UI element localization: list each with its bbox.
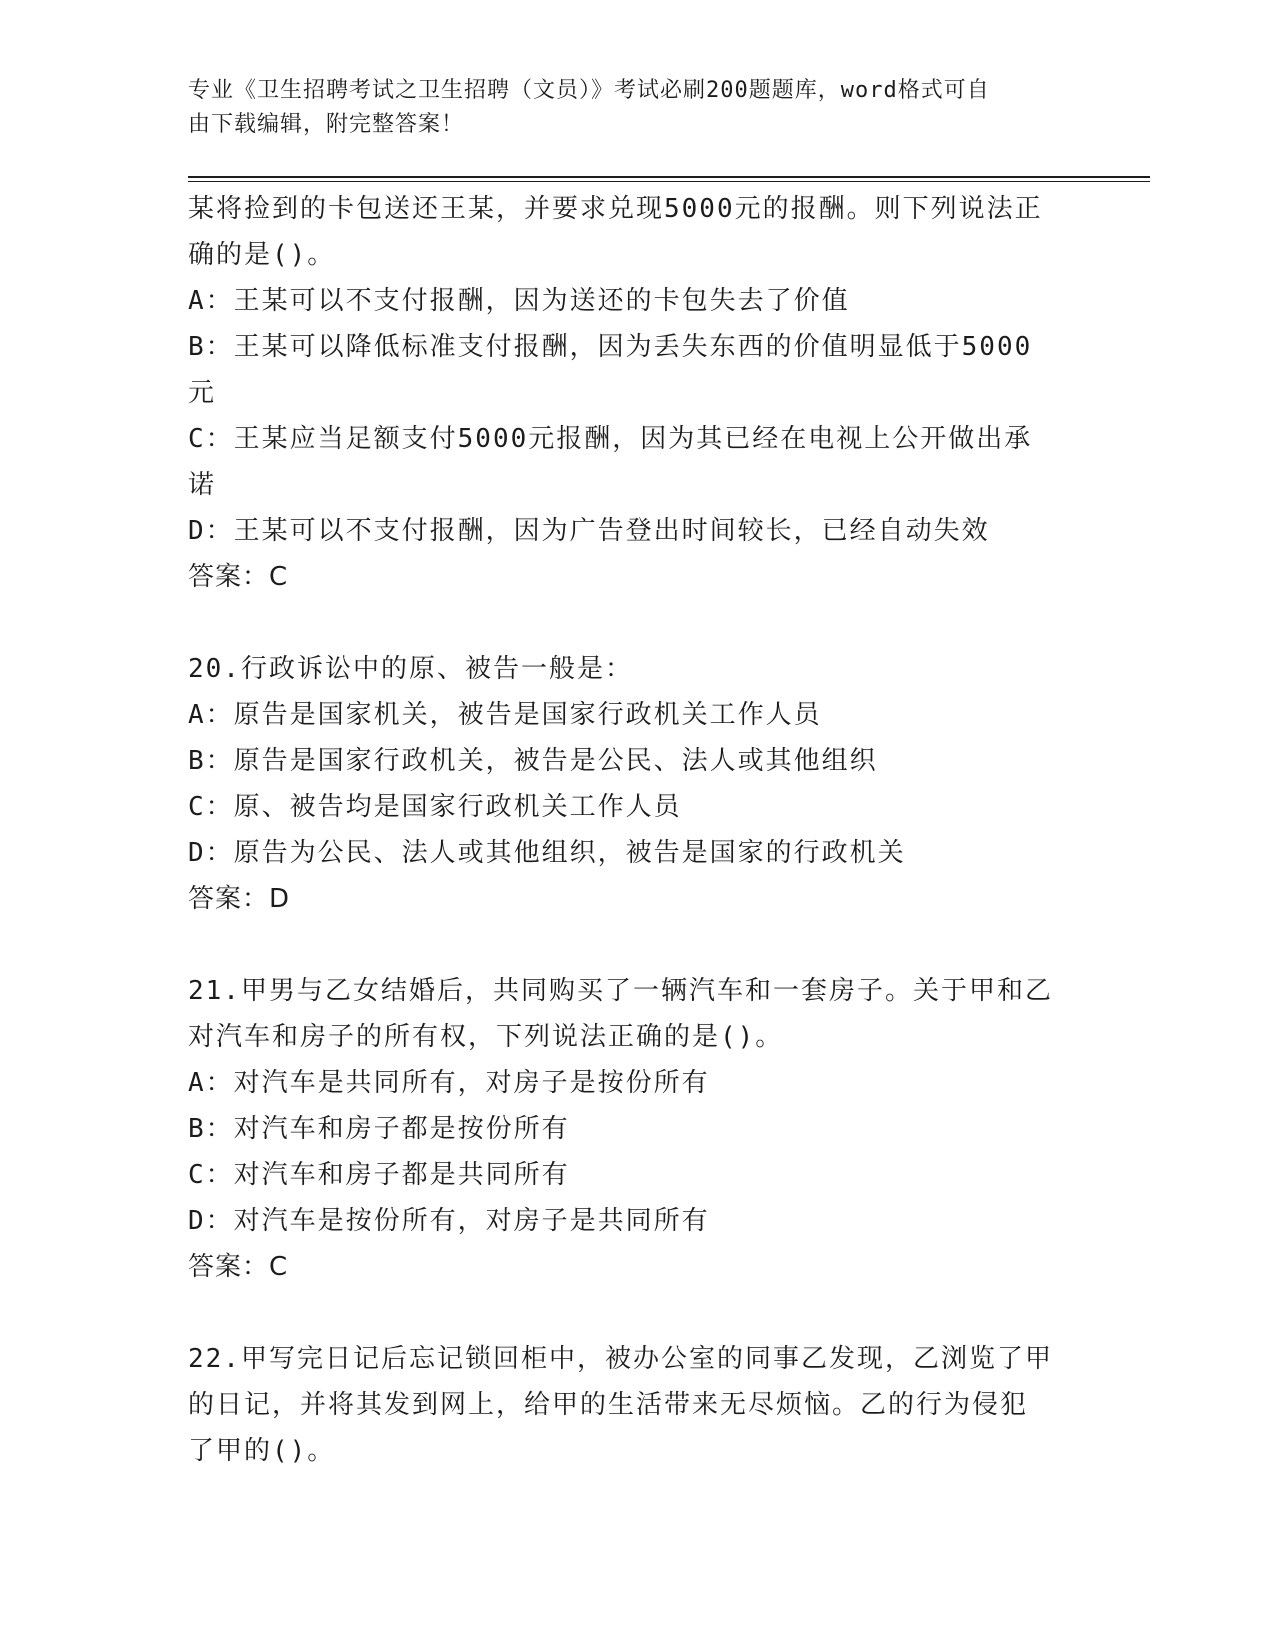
header-title-line-2: 由下载编辑，附完整答案！ (188, 112, 465, 137)
header-divider-thick (188, 176, 1150, 178)
question-20-option-b: B：原告是国家行政机关，被告是公民、法人或其他组织 (188, 746, 878, 776)
question-20-option-d: D：原告为公民、法人或其他组织，被告是国家的行政机关 (188, 838, 906, 868)
question-19-option-b-line-1: B：王某可以降低标准支付报酬，因为丢失东西的价值明显低于5000 (188, 332, 1033, 362)
question-21 (188, 968, 1088, 1290)
question-22-stem-line-1: 22.甲写完日记后忘记锁回柜中，被办公室的同事乙发现，乙浏览了甲 (188, 1344, 1053, 1374)
question-spacer (188, 1290, 1088, 1336)
question-20-option-c: C：原、被告均是国家行政机关工作人员 (188, 792, 682, 822)
question-19-option-c-line-2: 诺 (188, 470, 217, 500)
question-spacer (188, 600, 1088, 646)
question-22-stem-line-2: 的日记，并将其发到网上，给甲的生活带来无尽烦恼。乙的行为侵犯 (188, 1390, 1029, 1420)
question-22-stem-line-3: 了甲的()。 (188, 1436, 336, 1466)
document-header (188, 74, 1068, 142)
question-spacer (188, 922, 1088, 968)
header-title-line-1: 专业《卫生招聘考试之卫生招聘（文员）》考试必刷200题题库，word格式可自 (188, 78, 990, 103)
question-19-stem-line-1: 某将捡到的卡包送还王某，并要求兑现5000元的报酬。则下列说法正 (188, 194, 1043, 224)
question-content (188, 186, 1088, 1474)
question-20-answer: 答案：D (188, 884, 291, 914)
question-22 (188, 1336, 1088, 1474)
question-21-answer: 答案：C (188, 1252, 289, 1282)
question-21-stem-line-1: 21.甲男与乙女结婚后，共同购买了一辆汽车和一套房子。关于甲和乙 (188, 976, 1053, 1006)
question-20 (188, 646, 1088, 922)
question-21-option-d: D：对汽车是按份所有，对房子是共同所有 (188, 1206, 710, 1236)
question-19-stem-line-2: 确的是()。 (188, 240, 336, 270)
question-21-option-b: B：对汽车和房子都是按份所有 (188, 1114, 570, 1144)
question-20-stem-line-1: 20.行政诉讼中的原、被告一般是： (188, 654, 633, 684)
question-21-option-c: C：对汽车和房子都是共同所有 (188, 1160, 570, 1190)
question-19-option-d: D：王某可以不支付报酬，因为广告登出时间较长，已经自动失效 (188, 516, 990, 546)
question-21-option-a: A：对汽车是共同所有，对房子是按份所有 (188, 1068, 710, 1098)
header-divider-thin (188, 181, 1150, 182)
question-19-option-b-line-2: 元 (188, 378, 217, 408)
question-20-option-a: A：原告是国家机关，被告是国家行政机关工作人员 (188, 700, 822, 730)
question-19-option-c-line-1: C：王某应当足额支付5000元报酬，因为其已经在电视上公开做出承 (188, 424, 1033, 454)
question-21-stem-line-2: 对汽车和房子的所有权，下列说法正确的是()。 (188, 1022, 784, 1052)
question-19-option-a: A：王某可以不支付报酬，因为送还的卡包失去了价值 (188, 286, 850, 316)
question-19 (188, 186, 1088, 600)
question-19-answer: 答案：C (188, 562, 289, 592)
